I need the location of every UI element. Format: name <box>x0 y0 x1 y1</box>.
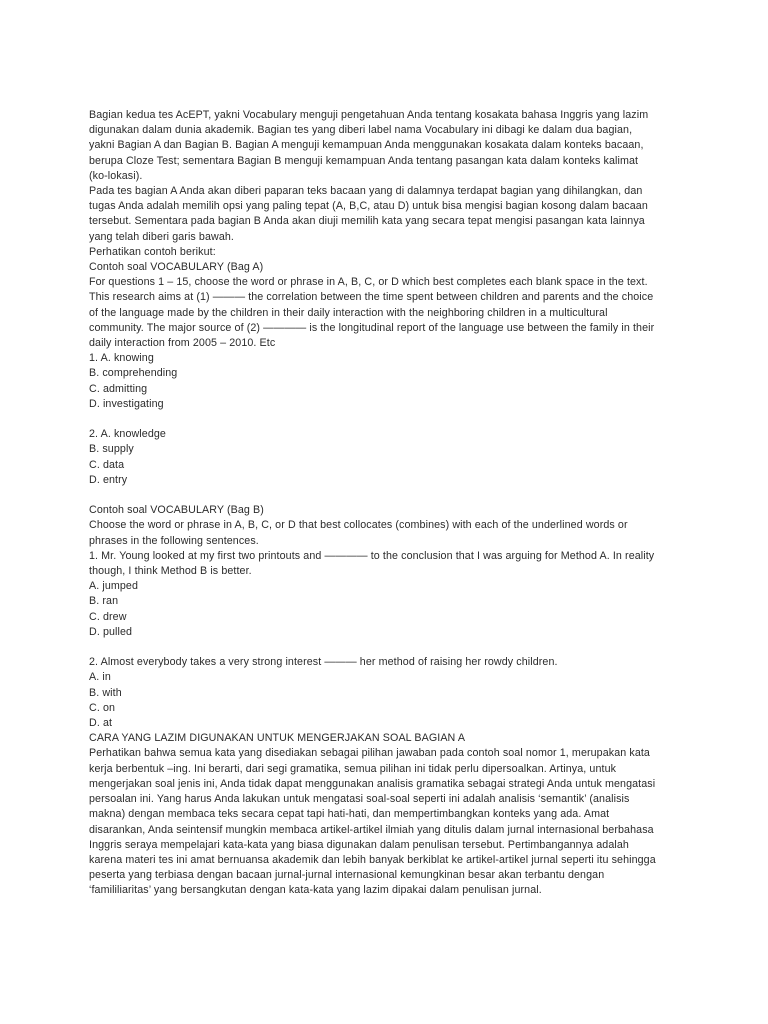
text-line: karena materi tes ini amat bernuansa akademik dan lebih banyak berkiblat ke artikel-artikel jurnal seperti itu sehingga <box>89 853 656 866</box>
text-line: persoalan ini. Yang harus Anda lakukan untuk mengatasi soal-soal seperti ini adalah analisis ‘semantik’ (analisis <box>89 793 630 806</box>
text-line: yang telah diberi garis bawah. <box>89 230 234 243</box>
text-line: disarankan, Anda seintensif mungkin membaca artikel-artikel ilmiah yang ditulis dalam jurnal internasional berbahasa <box>89 823 654 836</box>
text-line: of the language made by the children in their daily interaction with the neighboring children in a multicultural <box>89 306 608 319</box>
text-line: D. investigating <box>89 397 164 410</box>
text-line: daily interaction from 2005 – 2010. Etc <box>89 337 276 350</box>
text-line: B. ran <box>89 595 119 608</box>
text-line: B. comprehending <box>89 367 178 380</box>
text-line: community. The major source of (2) ———— is the longitudinal report of the language use between the family in their <box>89 321 655 334</box>
text-line: tugas Anda adalah memilih opsi yang paling tepat (A, B,C, atau D) untuk bisa mengisi bagian kosong dalam bacaan <box>89 200 648 213</box>
text-line: A. jumped <box>89 580 139 593</box>
blank-line <box>89 412 688 427</box>
text-line: D. pulled <box>89 625 133 638</box>
text-line: kerja berbentuk –ing. Ini berarti, dari segi gramatika, semua pilihan ini tidak perlu dipersoalkan. Artinya, untuk <box>89 762 617 775</box>
text-line: berupa Cloze Test; sementara Bagian B menguji kemampuan Anda tentang pasangan kata dalam konteks kalimat <box>89 154 639 167</box>
text-line: Contoh soal VOCABULARY (Bag A) <box>89 261 264 274</box>
text-line: 1. Mr. Young looked at my first two printouts and ———— to the conclusion that I was arguing for Method A. In reality <box>89 549 655 562</box>
text-line: Perhatikan bahwa semua kata yang disediakan sebagai pilihan jawaban pada contoh soal nomor 1, merupakan kata <box>89 747 650 760</box>
blank-line <box>89 640 688 655</box>
text-line: 2. Almost everybody takes a very strong interest ——— her method of raising her rowdy children. <box>89 656 558 669</box>
text-line: CARA YANG LAZIM DIGUNAKAN UNTUK MENGERJAKAN SOAL BAGIAN A <box>89 732 466 745</box>
text-line: Pada tes bagian A Anda akan diberi paparan teks bacaan yang di dalamnya terdapat bagian yang dihilangkan, dan <box>89 185 643 198</box>
text-line: tersebut. Sementara pada bagian B Anda akan diuji memilih kata yang secara tepat mengisi pasangan kata lainnya <box>89 215 645 228</box>
text-line: mengerjakan soal jenis ini, Anda tidak dapat menggunakan analisis gramatika sebagai strategi Anda untuk mengatasi <box>89 777 656 790</box>
text-line: C. data <box>89 458 125 471</box>
text-line: 2. A. knowledge <box>89 428 166 441</box>
text-line: (ko-lokasi). <box>89 169 143 182</box>
text-line: D. entry <box>89 473 128 486</box>
text-line: C. on <box>89 701 116 714</box>
text-line: Perhatikan contoh berikut: <box>89 245 216 258</box>
text-line: peserta yang terbiasa dengan bacaan jurnal-jurnal internasional kemungkinan besar akan terbantu dengan <box>89 869 605 882</box>
text-line: ‘famililiaritas’ yang bersangkutan dengan kata-kata yang lazim dipakai dalam penulisan jurnal. <box>89 884 542 897</box>
text-line: Choose the word or phrase in A, B, C, or D that best collocates (combines) with each of the underlined words or <box>89 519 628 532</box>
text-line: phrases in the following sentences. <box>89 534 259 547</box>
text-line: D. at <box>89 717 113 730</box>
text-line: yakni Bagian A dan Bagian B. Bagian A menguji kemampuan Anda menggunakan kosakata dalam konteks bacaan, <box>89 139 644 152</box>
text-line: B. supply <box>89 443 134 456</box>
text-line: Contoh soal VOCABULARY (Bag B) <box>89 504 264 517</box>
text-line: Bagian kedua tes AcEPT, yakni Vocabulary menguji pengetahuan Anda tentang kosakata bahasa Inggris yang lazim <box>89 109 649 121</box>
text-line: Inggris seraya mempelajari kata-kata yang biasa digunakan dalam penulisan tersebut. Pertimbangannya adalah <box>89 838 629 851</box>
text-line: C. admitting <box>89 382 148 395</box>
text-line: This research aims at (1) ——— the correlation between the time spent between children and parents and the choice <box>89 291 654 304</box>
text-line: makna) dengan membaca teks secara cepat tapi hati-hati, dan mempertimbangkan konteks yang ada. Amat <box>89 808 610 821</box>
text-line: though, I think Method B is better. <box>89 565 252 578</box>
text-line: digunakan dalam dunia akademik. Bagian tes yang diberi label nama Vocabulary ini dibagi ke dalam dua bagian, <box>89 124 633 137</box>
text-line: C. drew <box>89 610 127 623</box>
text-line: 1. A. knowing <box>89 352 154 365</box>
text-line: For questions 1 – 15, choose the word or phrase in A, B, C, or D which best completes each blank space in the text. <box>89 276 648 289</box>
blank-line <box>89 488 688 503</box>
text-line: A. in <box>89 671 111 684</box>
text-line: B. with <box>89 686 122 699</box>
